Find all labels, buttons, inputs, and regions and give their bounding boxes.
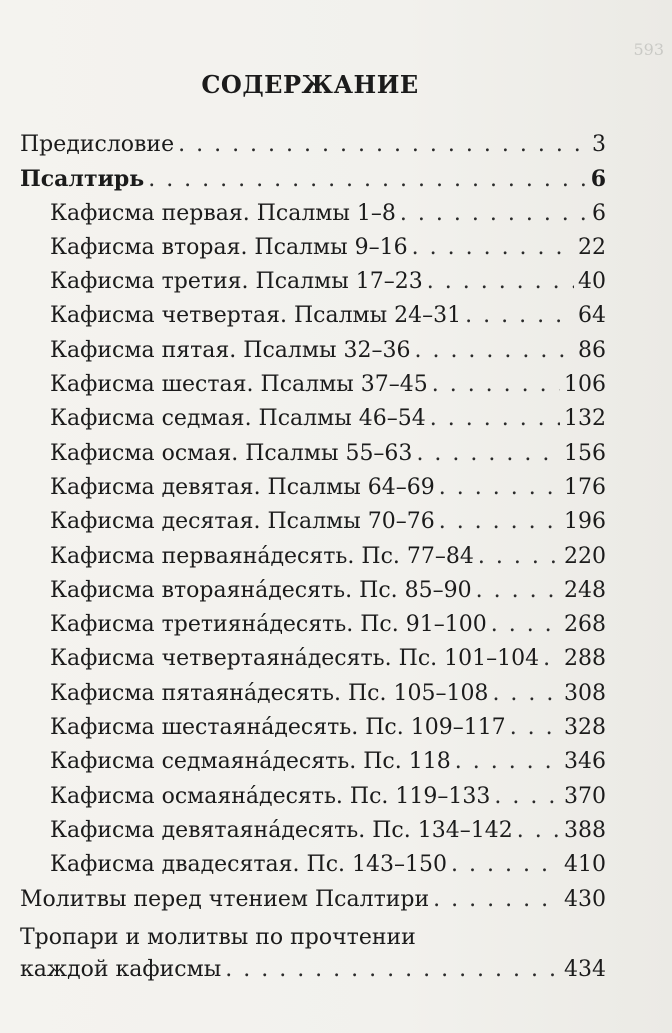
- toc-entry: [20, 132, 606, 166]
- toc-entry: [20, 166, 606, 200]
- dot-leader: [148, 167, 586, 192]
- toc-entry-title: Кафисма девятая. Псалмы 64–69: [50, 474, 435, 500]
- dot-leader: [439, 509, 560, 534]
- dot-leader: [543, 646, 560, 671]
- dot-leader: [478, 544, 560, 569]
- dot-leader: [178, 132, 588, 157]
- toc-entry: [20, 509, 606, 543]
- toc-entry-page: 196: [564, 509, 606, 535]
- page-title: СОДЕРЖАНИЕ: [201, 70, 419, 99]
- toc-entry-page: 6: [592, 200, 606, 226]
- toc-entry-page: 248: [564, 577, 606, 603]
- toc-entry-page: 40: [578, 269, 606, 295]
- toc-entry: [20, 887, 606, 921]
- toc-entry: [20, 818, 606, 852]
- toc-entry: [20, 441, 606, 475]
- toc-entry-title: Кафисма перваянáдесять. Пс. 77–84: [50, 543, 474, 569]
- toc-entry-title: Молитвы перед чтением Псалтири: [20, 886, 430, 912]
- toc-entry-title: Кафисма девятаянáдесять. Пс. 134–142: [50, 817, 513, 843]
- toc-entry: [20, 372, 606, 406]
- toc-entry: [20, 646, 606, 680]
- toc-entry-page: 430: [564, 886, 606, 912]
- toc-entry-title: Кафисма шестая. Псалмы 37–45: [50, 372, 428, 398]
- dot-leader: [414, 338, 574, 363]
- toc-entry-page: 6: [590, 166, 606, 193]
- toc-entry-page: 220: [564, 543, 606, 569]
- dot-leader: [492, 681, 560, 706]
- toc-entry-page: 106: [564, 372, 606, 398]
- toc-entry-page: 328: [564, 715, 606, 741]
- toc-entry-page: 388: [564, 817, 606, 843]
- page-number: 593: [633, 40, 664, 59]
- table-of-contents: [20, 132, 606, 989]
- toc-entry-page: 370: [564, 783, 606, 809]
- dot-leader: [439, 475, 560, 500]
- toc-entry-page: 268: [564, 612, 606, 638]
- toc-entry: [20, 681, 606, 715]
- toc-entry-page: 156: [564, 440, 606, 466]
- toc-entry: [20, 269, 606, 303]
- toc-entry-title: Кафисма осмаянáдесять. Пс. 119–133: [50, 783, 491, 809]
- toc-entry-page: 176: [564, 474, 606, 500]
- toc-entry-title: Кафисма третиянáдесять. Пс. 91–100: [50, 612, 487, 638]
- toc-entry: [20, 338, 606, 372]
- toc-entry-title: Кафисма шестаянáдесять. Пс. 109–117: [50, 715, 506, 741]
- toc-entry-page: 132: [564, 406, 606, 432]
- toc-entry-title-continuation: каждой кафисмы: [20, 956, 222, 982]
- toc-entry-title: Кафисма первая. Псалмы 1–8: [50, 200, 396, 226]
- toc-entry-title: Псалтирь: [20, 166, 145, 193]
- toc-entry-page: 410: [564, 852, 606, 878]
- toc-entry-title: Кафисма двадесятая. Пс. 143–150: [50, 852, 448, 878]
- dot-leader: [412, 235, 574, 260]
- toc-entry-title: Кафисма седмаянáдесять. Пс. 118: [50, 749, 451, 775]
- dot-leader: [476, 578, 560, 603]
- dot-leader: [451, 852, 560, 877]
- toc-entry-page: 22: [578, 234, 606, 260]
- toc-entry-page: 288: [564, 646, 606, 672]
- toc-entry-page: 434: [564, 956, 606, 982]
- toc-entry-page: 64: [578, 303, 606, 329]
- toc-entry-title: Кафисма четвертая. Псалмы 24–31: [50, 303, 462, 329]
- toc-entry-title: Кафисма третия. Псалмы 17–23: [50, 269, 423, 295]
- toc-entry: [20, 578, 606, 612]
- toc-entry: [20, 612, 606, 646]
- dot-leader: [416, 441, 560, 466]
- dot-leader: [510, 715, 560, 740]
- dot-leader: [465, 303, 574, 328]
- dot-leader: [430, 406, 560, 431]
- toc-entry: [20, 303, 606, 337]
- toc-entry-title: Кафисма четвертаянáдесять. Пс. 101–104: [50, 646, 540, 672]
- toc-entry: [20, 201, 606, 235]
- dot-leader: [433, 887, 560, 912]
- dot-leader: [427, 269, 574, 294]
- toc-entry: [20, 715, 606, 749]
- toc-entry: [20, 235, 606, 269]
- toc-entry: [20, 784, 606, 818]
- dot-leader: [225, 957, 560, 982]
- toc-entry: [20, 852, 606, 886]
- toc-entry-title: Кафисма осмая. Псалмы 55–63: [50, 440, 413, 466]
- toc-entry-page: 308: [564, 680, 606, 706]
- toc-entry-page: 86: [578, 337, 606, 363]
- toc-entry: [20, 749, 606, 783]
- toc-entry-page: 3: [592, 132, 606, 157]
- dot-leader: [517, 818, 560, 843]
- dot-leader: [455, 749, 560, 774]
- toc-entry-title: Кафисма втораянáдесять. Пс. 85–90: [50, 577, 472, 603]
- dot-leader: [400, 201, 588, 226]
- toc-entry-title: Кафисма пятая. Псалмы 32–36: [50, 337, 411, 363]
- toc-entry-page: 346: [564, 749, 606, 775]
- dot-leader: [494, 784, 560, 809]
- toc-entry-title: Кафисма вторая. Псалмы 9–16: [50, 234, 408, 260]
- toc-entry-title: Тропари и молитвы по прочтении: [20, 924, 416, 950]
- toc-entry-title: Кафисма десятая. Псалмы 70–76: [50, 509, 435, 535]
- toc-entry: [20, 475, 606, 509]
- toc-entry-title: Предисловие: [20, 132, 175, 157]
- toc-entry-title: Кафисма седмая. Псалмы 46–54: [50, 406, 426, 432]
- toc-entry: [20, 406, 606, 440]
- dot-leader: [491, 612, 560, 637]
- dot-leader: [432, 372, 560, 397]
- toc-entry: [20, 544, 606, 578]
- toc-entry-title: Кафисма пятаянáдесять. Пс. 105–108: [50, 680, 489, 706]
- toc-entry: [20, 921, 606, 989]
